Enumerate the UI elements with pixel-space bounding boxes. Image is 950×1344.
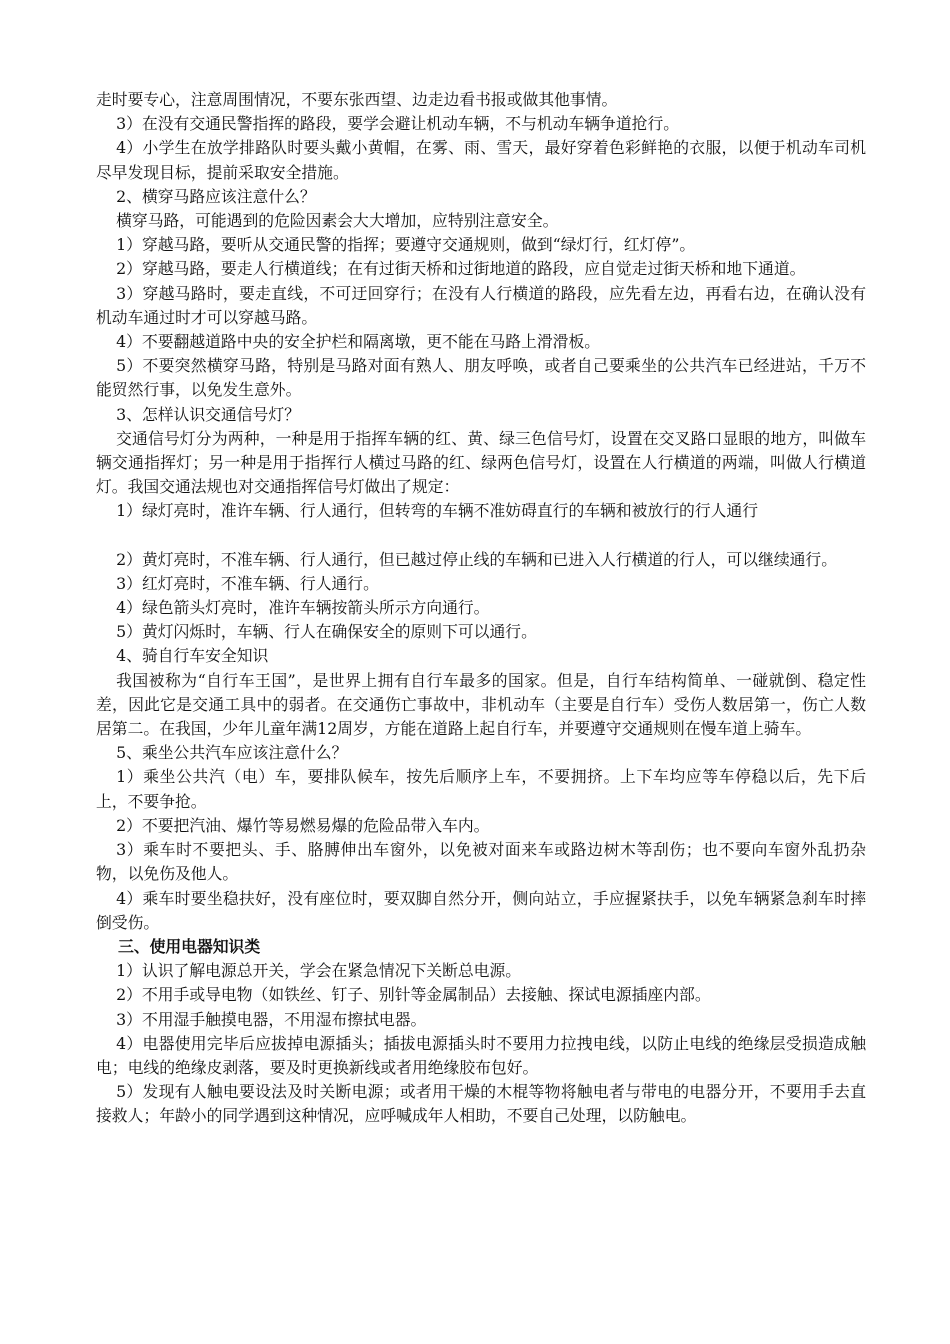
paragraph: 5、乘坐公共汽车应该注意什么？ [116,743,348,763]
section-heading: 三、使用电器知识类 [117,936,261,956]
paragraph: 1）穿越马路，要听从交通民警的指挥；要遵守交通规则，做到“绿灯行，红灯停”。 [116,235,696,255]
paragraph: 5）发现有人触电要设法及时关断电源；或者用干燥的木棍等物将触电者与带电的电器分开，不要用手去直接救人；年龄小的同学遇到这种情况，应呼喊成年人相助，不要自己处理，以防触电。 [96,1082,866,1126]
paragraph: 4）电器使用完毕后应拔掉电源插头；插拔电源插头时不要用力拉拽电线，以防止电线的绝缘层受损造成触电；电线的绝缘皮剥落，要及时更换新线或者用绝缘胶布包好。 [96,1033,866,1077]
paragraph: 交通信号灯分为两种，一种是用于指挥车辆的红、黄、绿三色信号灯，设置在交叉路口显眼的地方，叫做车辆交通指挥灯；另一种是用于指挥行人横过马路的红、绿两色信号灯，设置在人行横道的两端，叫做人行横道灯。我国交通法规也对交通指挥信号灯做出了规定： [96,428,866,497]
paragraph: 5）黄灯闪烁时，车辆、行人在确保安全的原则下可以通行。 [116,622,537,642]
paragraph: 2）不要把汽油、爆竹等易燃易爆的危险品带入车内。 [116,815,490,835]
blank-line [96,524,866,548]
paragraph: 1）认识了解电源总开关，学会在紧急情况下关断总电源。 [116,961,522,981]
paragraph: 5）不要突然横穿马路，特别是马路对面有熟人、朋友呼唤，或者自己要乘坐的公共汽车已经进站，千万不能贸然行事，以免发生意外。 [96,356,866,400]
paragraph: 我国被称为“自行车王国”，是世界上拥有自行车最多的国家。但是，自行车结构简单、一碰就倒、稳定性差，因此它是交通工具中的弱者。在交通伤亡事故中，非机动车（主要是自行车）受伤人数居第一，伤亡人数居第二。在我国，少年儿童年满12周岁，方能在道路上起自行车，并要遵守交通规则在慢车道上骑车。 [96,670,866,739]
paragraph: 4）小学生在放学排路队时要头戴小黄帽，在雾、雨、雪天，最好穿着色彩鲜艳的衣服，以便于机动车司机尽早发现目标，提前采取安全措施。 [96,138,866,182]
paragraph: 1）绿灯亮时，准许车辆、行人通行，但转弯的车辆不准妨碍直行的车辆和被放行的行人通行 [116,501,759,521]
paragraph: 3、怎样认识交通信号灯？ [116,404,300,424]
paragraph: 横穿马路，可能遇到的危险因素会大大增加，应特别注意安全。 [116,211,559,231]
paragraph: 4）乘车时要坐稳扶好，没有座位时，要双脚自然分开，侧向站立，手应握紧扶手，以免车辆紧急刹车时摔倒受伤。 [96,888,866,932]
paragraph: 3）乘车时不要把头、手、胳膊伸出车窗外，以免被对面来车或路边树木等刮伤；也不要向车窗外乱扔杂物，以免伤及他人。 [96,840,866,884]
paragraph: 1）乘坐公共汽（电）车，要排队候车，按先后顺序上车，不要拥挤。上下车均应等车停稳以后，先下后上，不要争抢。 [96,767,866,811]
paragraph: 4、骑自行车安全知识 [116,646,269,666]
paragraph: 4）不要翻越道路中央的安全护栏和隔离墩，更不能在马路上滑滑板。 [116,332,601,352]
paragraph: 3）红灯亮时，不准车辆、行人通行。 [116,573,379,593]
paragraph: 2、横穿马路应该注意什么？ [116,186,316,206]
paragraph: 2）不用手或导电物（如铁丝、钉子、别针等金属制品）去接触、探试电源插座内部。 [116,985,711,1005]
paragraph: 4）绿色箭头灯亮时，准许车辆按箭头所示方向通行。 [116,598,490,618]
document-page [96,88,866,1129]
paragraph: 3）穿越马路时，要走直线，不可迂回穿行；在没有人行横道的路段，应先看左边，再看右边，在确认没有机动车通过时才可以穿越马路。 [96,283,866,327]
paragraph: 3）不用湿手触摸电器，不用湿布擦拭电器。 [116,1009,427,1029]
paragraph: 2）黄灯亮时，不准车辆、行人通行，但已越过停止线的车辆和已进入人行横道的行人，可以继续通行。 [116,549,838,569]
paragraph: 走时要专心，注意周围情况，不要东张西望、边走边看书报或做其他事情。 [96,90,618,109]
paragraph: 2）穿越马路，要走人行横道线；在有过街天桥和过街地道的路段，应自觉走过街天桥和地下通道。 [116,259,806,279]
paragraph: 3）在没有交通民警指挥的路段，要学会避让机动车辆，不与机动车辆争道抢行。 [116,114,680,134]
